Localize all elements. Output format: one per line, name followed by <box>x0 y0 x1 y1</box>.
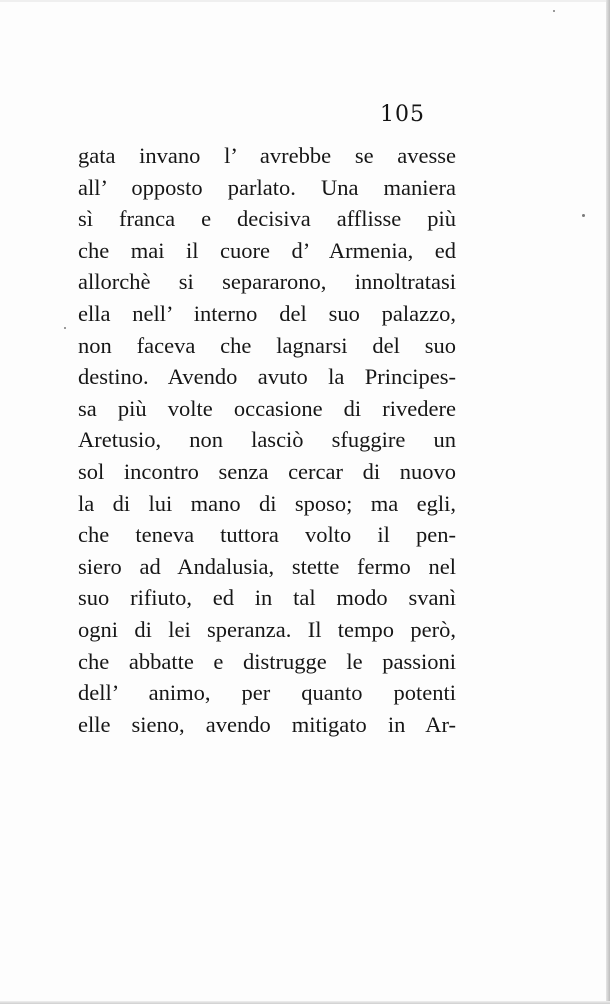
paper-speck <box>553 10 555 12</box>
text-line: che mai il cuore d’ Armenia, ed <box>78 237 456 263</box>
text-line: Aretusio, non lasciò sfuggire un <box>78 427 456 453</box>
text-line: ogni di lei speranza. Il tempo però, <box>78 616 456 642</box>
text-line: siero ad Andalusia, stette fermo nel <box>78 553 456 579</box>
text-line: destino. Avendo avuto la Principes- <box>78 364 456 390</box>
text-line: che teneva tuttora volto il pen- <box>78 522 456 548</box>
text-line: ella nell’ interno del suo palazzo, <box>78 300 456 326</box>
text-line: non faceva che lagnarsi del suo <box>78 332 456 358</box>
body-text <box>78 140 456 740</box>
paper-speck <box>64 327 66 329</box>
page-number: 105 <box>380 102 425 127</box>
text-line: la di lui mano di sposo; ma egli, <box>78 490 456 516</box>
page-top-edge <box>0 0 610 2</box>
text-line: allorchè si separarono, innoltratasi <box>78 269 456 295</box>
text-line: all’ opposto parlato. Una maniera <box>78 174 456 200</box>
text-line: gata invano l’ avrebbe se avesse <box>78 143 456 168</box>
text-line: dell’ animo, per quanto potenti <box>78 680 456 706</box>
text-line: suo rifiuto, ed in tal modo svanì <box>78 585 456 611</box>
paper-speck <box>582 214 585 217</box>
text-line: sa più volte occasione di rivedere <box>78 395 456 421</box>
text-line: sol incontro senza cercar di nuovo <box>78 458 456 484</box>
page-right-edge <box>606 0 610 1004</box>
text-line: elle sieno, avendo mitigato in Ar- <box>78 711 456 737</box>
text-line: sì franca e decisiva afflisse più <box>78 206 456 232</box>
text-line: che abbatte e distrugge le passioni <box>78 648 456 674</box>
